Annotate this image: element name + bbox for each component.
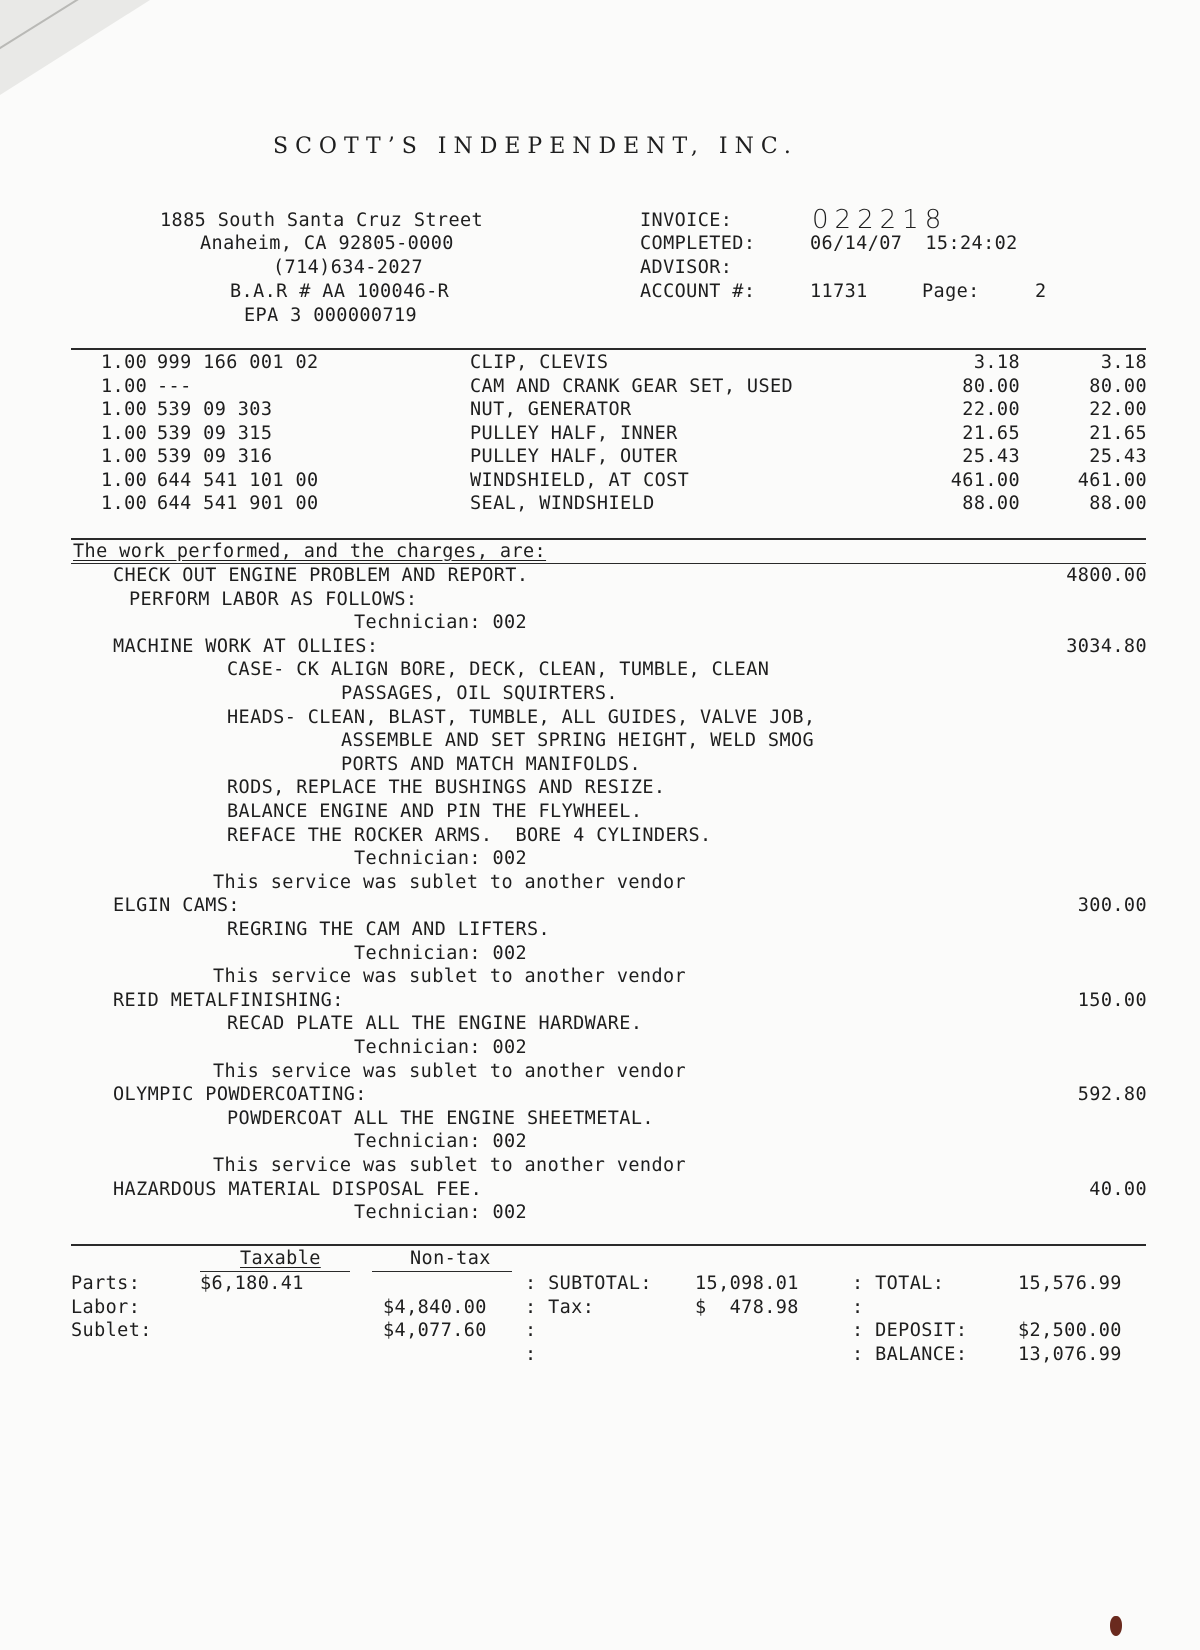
part-qty: 1.00 bbox=[101, 469, 148, 491]
invoice-label: INVOICE: bbox=[640, 210, 733, 231]
part-unit-price: 21.65 bbox=[962, 422, 1020, 444]
part-description: WINDSHIELD, AT COST bbox=[470, 469, 690, 491]
work-line: ASSEMBLE AND SET SPRING HEIGHT, WELD SMOG bbox=[341, 730, 815, 752]
part-unit-price: 3.18 bbox=[973, 352, 1020, 373]
taxable-header: Taxable bbox=[240, 1248, 321, 1269]
work-line: REFACE THE ROCKER ARMS. BORE 4 CYLINDERS. bbox=[227, 824, 712, 846]
colon-separator: : bbox=[852, 1297, 864, 1318]
ink-spot bbox=[1110, 1616, 1122, 1636]
part-amount: 21.65 bbox=[1089, 422, 1147, 444]
work-line: Technician: 002 bbox=[354, 1131, 528, 1153]
part-description: SEAL, WINDSHIELD bbox=[470, 493, 655, 514]
work-line: PASSAGES, OIL SQUIRTERS. bbox=[341, 683, 618, 704]
part-qty: 1.00 bbox=[101, 493, 148, 514]
header-divider bbox=[71, 348, 1146, 350]
parts-divider bbox=[71, 538, 1146, 540]
work-line: This service was sublet to another vendor bbox=[213, 1060, 687, 1082]
work-line: Technician: 002 bbox=[354, 848, 528, 870]
colon-separator: : bbox=[525, 1344, 537, 1365]
total-value: 15,576.99 bbox=[1018, 1273, 1122, 1294]
work-line: PORTS AND MATCH MANIFOLDS. bbox=[341, 753, 641, 775]
part-amount: 461.00 bbox=[1077, 469, 1147, 491]
work-line: Technician: 002 bbox=[354, 942, 528, 964]
account-value: 11731 bbox=[810, 281, 868, 302]
address-street: 1885 South Santa Cruz Street bbox=[160, 210, 484, 231]
address-phone: (714)634-2027 bbox=[273, 257, 423, 278]
nontax-underline bbox=[372, 1271, 512, 1272]
tax-value: $ 478.98 bbox=[695, 1297, 799, 1318]
work-line: This service was sublet to another vendor bbox=[213, 871, 687, 893]
part-number: 539 09 316 bbox=[157, 446, 273, 467]
work-line: HAZARDOUS MATERIAL DISPOSAL FEE. bbox=[113, 1178, 483, 1200]
part-number: 539 09 315 bbox=[157, 422, 273, 444]
part-description: PULLEY HALF, INNER bbox=[470, 422, 678, 444]
part-number: 539 09 303 bbox=[157, 399, 273, 420]
epa-number: EPA 3 000000719 bbox=[244, 305, 418, 326]
part-qty: 1.00 bbox=[101, 422, 148, 444]
work-line: MACHINE WORK AT OLLIES: bbox=[113, 635, 379, 657]
work-amount: 300.00 bbox=[1077, 895, 1147, 917]
part-number: 644 541 901 00 bbox=[157, 493, 319, 514]
deposit-value: $2,500.00 bbox=[1018, 1320, 1122, 1341]
work-line: This service was sublet to another vendor bbox=[213, 1155, 687, 1176]
work-amount: 150.00 bbox=[1077, 989, 1147, 1011]
part-qty: 1.00 bbox=[101, 352, 148, 373]
part-number: --- bbox=[157, 375, 192, 397]
parts-label: Parts: bbox=[71, 1273, 141, 1294]
work-line: POWDERCOAT ALL THE ENGINE SHEETMETAL. bbox=[227, 1107, 654, 1129]
work-line: RODS, REPLACE THE BUSHINGS AND RESIZE. bbox=[227, 777, 666, 799]
address-city: Anaheim, CA 92805-0000 bbox=[200, 233, 454, 254]
tax-label: : Tax: bbox=[525, 1297, 595, 1318]
parts-taxable: $6,180.41 bbox=[200, 1273, 304, 1294]
work-line: RECAD PLATE ALL THE ENGINE HARDWARE. bbox=[227, 1013, 643, 1035]
work-line: CASE- CK ALIGN BORE, DECK, CLEAN, TUMBLE, CLEAN bbox=[227, 659, 770, 681]
part-description: PULLEY HALF, OUTER bbox=[470, 446, 678, 467]
work-heading: The work performed, and the charges, are: bbox=[73, 541, 547, 562]
company-name: SCOTT’S INDEPENDENT, INC. bbox=[273, 134, 798, 159]
subtotal-value: 15,098.01 bbox=[695, 1273, 799, 1294]
work-line: Technician: 002 bbox=[354, 1202, 528, 1224]
work-line: BALANCE ENGINE AND PIN THE FLYWHEEL. bbox=[227, 801, 643, 822]
labor-nontax: $4,840.00 bbox=[383, 1297, 487, 1318]
colon-separator: : bbox=[525, 1320, 537, 1341]
work-line: CHECK OUT ENGINE PROBLEM AND REPORT. bbox=[113, 565, 529, 586]
work-amount: 3034.80 bbox=[1066, 635, 1147, 657]
part-number: 999 166 001 02 bbox=[157, 352, 319, 373]
part-unit-price: 461.00 bbox=[950, 469, 1020, 491]
part-unit-price: 80.00 bbox=[962, 375, 1020, 397]
work-amount: 40.00 bbox=[1089, 1178, 1147, 1200]
part-qty: 1.00 bbox=[101, 399, 148, 420]
work-line: PERFORM LABOR AS FOLLOWS: bbox=[129, 588, 418, 610]
folded-corner bbox=[0, 0, 150, 95]
part-description: CAM AND CRANK GEAR SET, USED bbox=[470, 375, 794, 397]
part-unit-price: 25.43 bbox=[962, 446, 1020, 467]
deposit-label: : DEPOSIT: bbox=[852, 1320, 968, 1341]
nontax-header: Non-tax bbox=[410, 1248, 491, 1269]
balance-label: : BALANCE: bbox=[852, 1344, 968, 1365]
part-amount: 80.00 bbox=[1089, 375, 1147, 397]
page-label: Page: bbox=[922, 281, 980, 302]
work-line: OLYMPIC POWDERCOATING: bbox=[113, 1084, 367, 1106]
part-number: 644 541 101 00 bbox=[157, 469, 319, 491]
total-label: : TOTAL: bbox=[852, 1273, 945, 1294]
work-line: ELGIN CAMS: bbox=[113, 895, 240, 917]
part-amount: 22.00 bbox=[1089, 399, 1147, 420]
labor-label: Labor: bbox=[71, 1297, 141, 1318]
work-heading-rule bbox=[71, 563, 1146, 564]
completed-label: COMPLETED: bbox=[640, 233, 756, 254]
part-unit-price: 88.00 bbox=[962, 493, 1020, 514]
subtotal-label: : SUBTOTAL: bbox=[525, 1273, 652, 1294]
work-amount: 4800.00 bbox=[1066, 565, 1147, 586]
work-line: Technician: 002 bbox=[354, 1037, 528, 1058]
work-line: Technician: 002 bbox=[354, 612, 528, 634]
taxable-underline bbox=[200, 1271, 350, 1272]
invoice-number: 022218 bbox=[812, 205, 948, 235]
part-description: CLIP, CLEVIS bbox=[470, 352, 609, 373]
part-amount: 88.00 bbox=[1089, 493, 1147, 514]
sublet-label: Sublet: bbox=[71, 1320, 152, 1341]
totals-divider bbox=[71, 1244, 1146, 1246]
work-line: REGRING THE CAM AND LIFTERS. bbox=[227, 919, 551, 940]
work-amount: 592.80 bbox=[1077, 1084, 1147, 1106]
part-unit-price: 22.00 bbox=[962, 399, 1020, 420]
work-line: REID METALFINISHING: bbox=[113, 989, 344, 1011]
completed-value: 06/14/07 15:24:02 bbox=[810, 233, 1018, 254]
work-line: This service was sublet to another vendor bbox=[213, 966, 687, 988]
part-amount: 3.18 bbox=[1100, 352, 1147, 373]
part-qty: 1.00 bbox=[101, 446, 148, 467]
work-line: HEADS- CLEAN, BLAST, TUMBLE, ALL GUIDES, VALVE JOB, bbox=[227, 706, 816, 728]
part-qty: 1.00 bbox=[101, 375, 148, 397]
account-label: ACCOUNT #: bbox=[640, 281, 756, 302]
page-value: 2 bbox=[1035, 281, 1047, 302]
advisor-label: ADVISOR: bbox=[640, 257, 733, 278]
balance-value: 13,076.99 bbox=[1018, 1344, 1122, 1365]
part-amount: 25.43 bbox=[1089, 446, 1147, 467]
sublet-nontax: $4,077.60 bbox=[383, 1320, 487, 1341]
part-description: NUT, GENERATOR bbox=[470, 399, 632, 420]
bar-number: B.A.R # AA 100046-R bbox=[230, 281, 450, 302]
